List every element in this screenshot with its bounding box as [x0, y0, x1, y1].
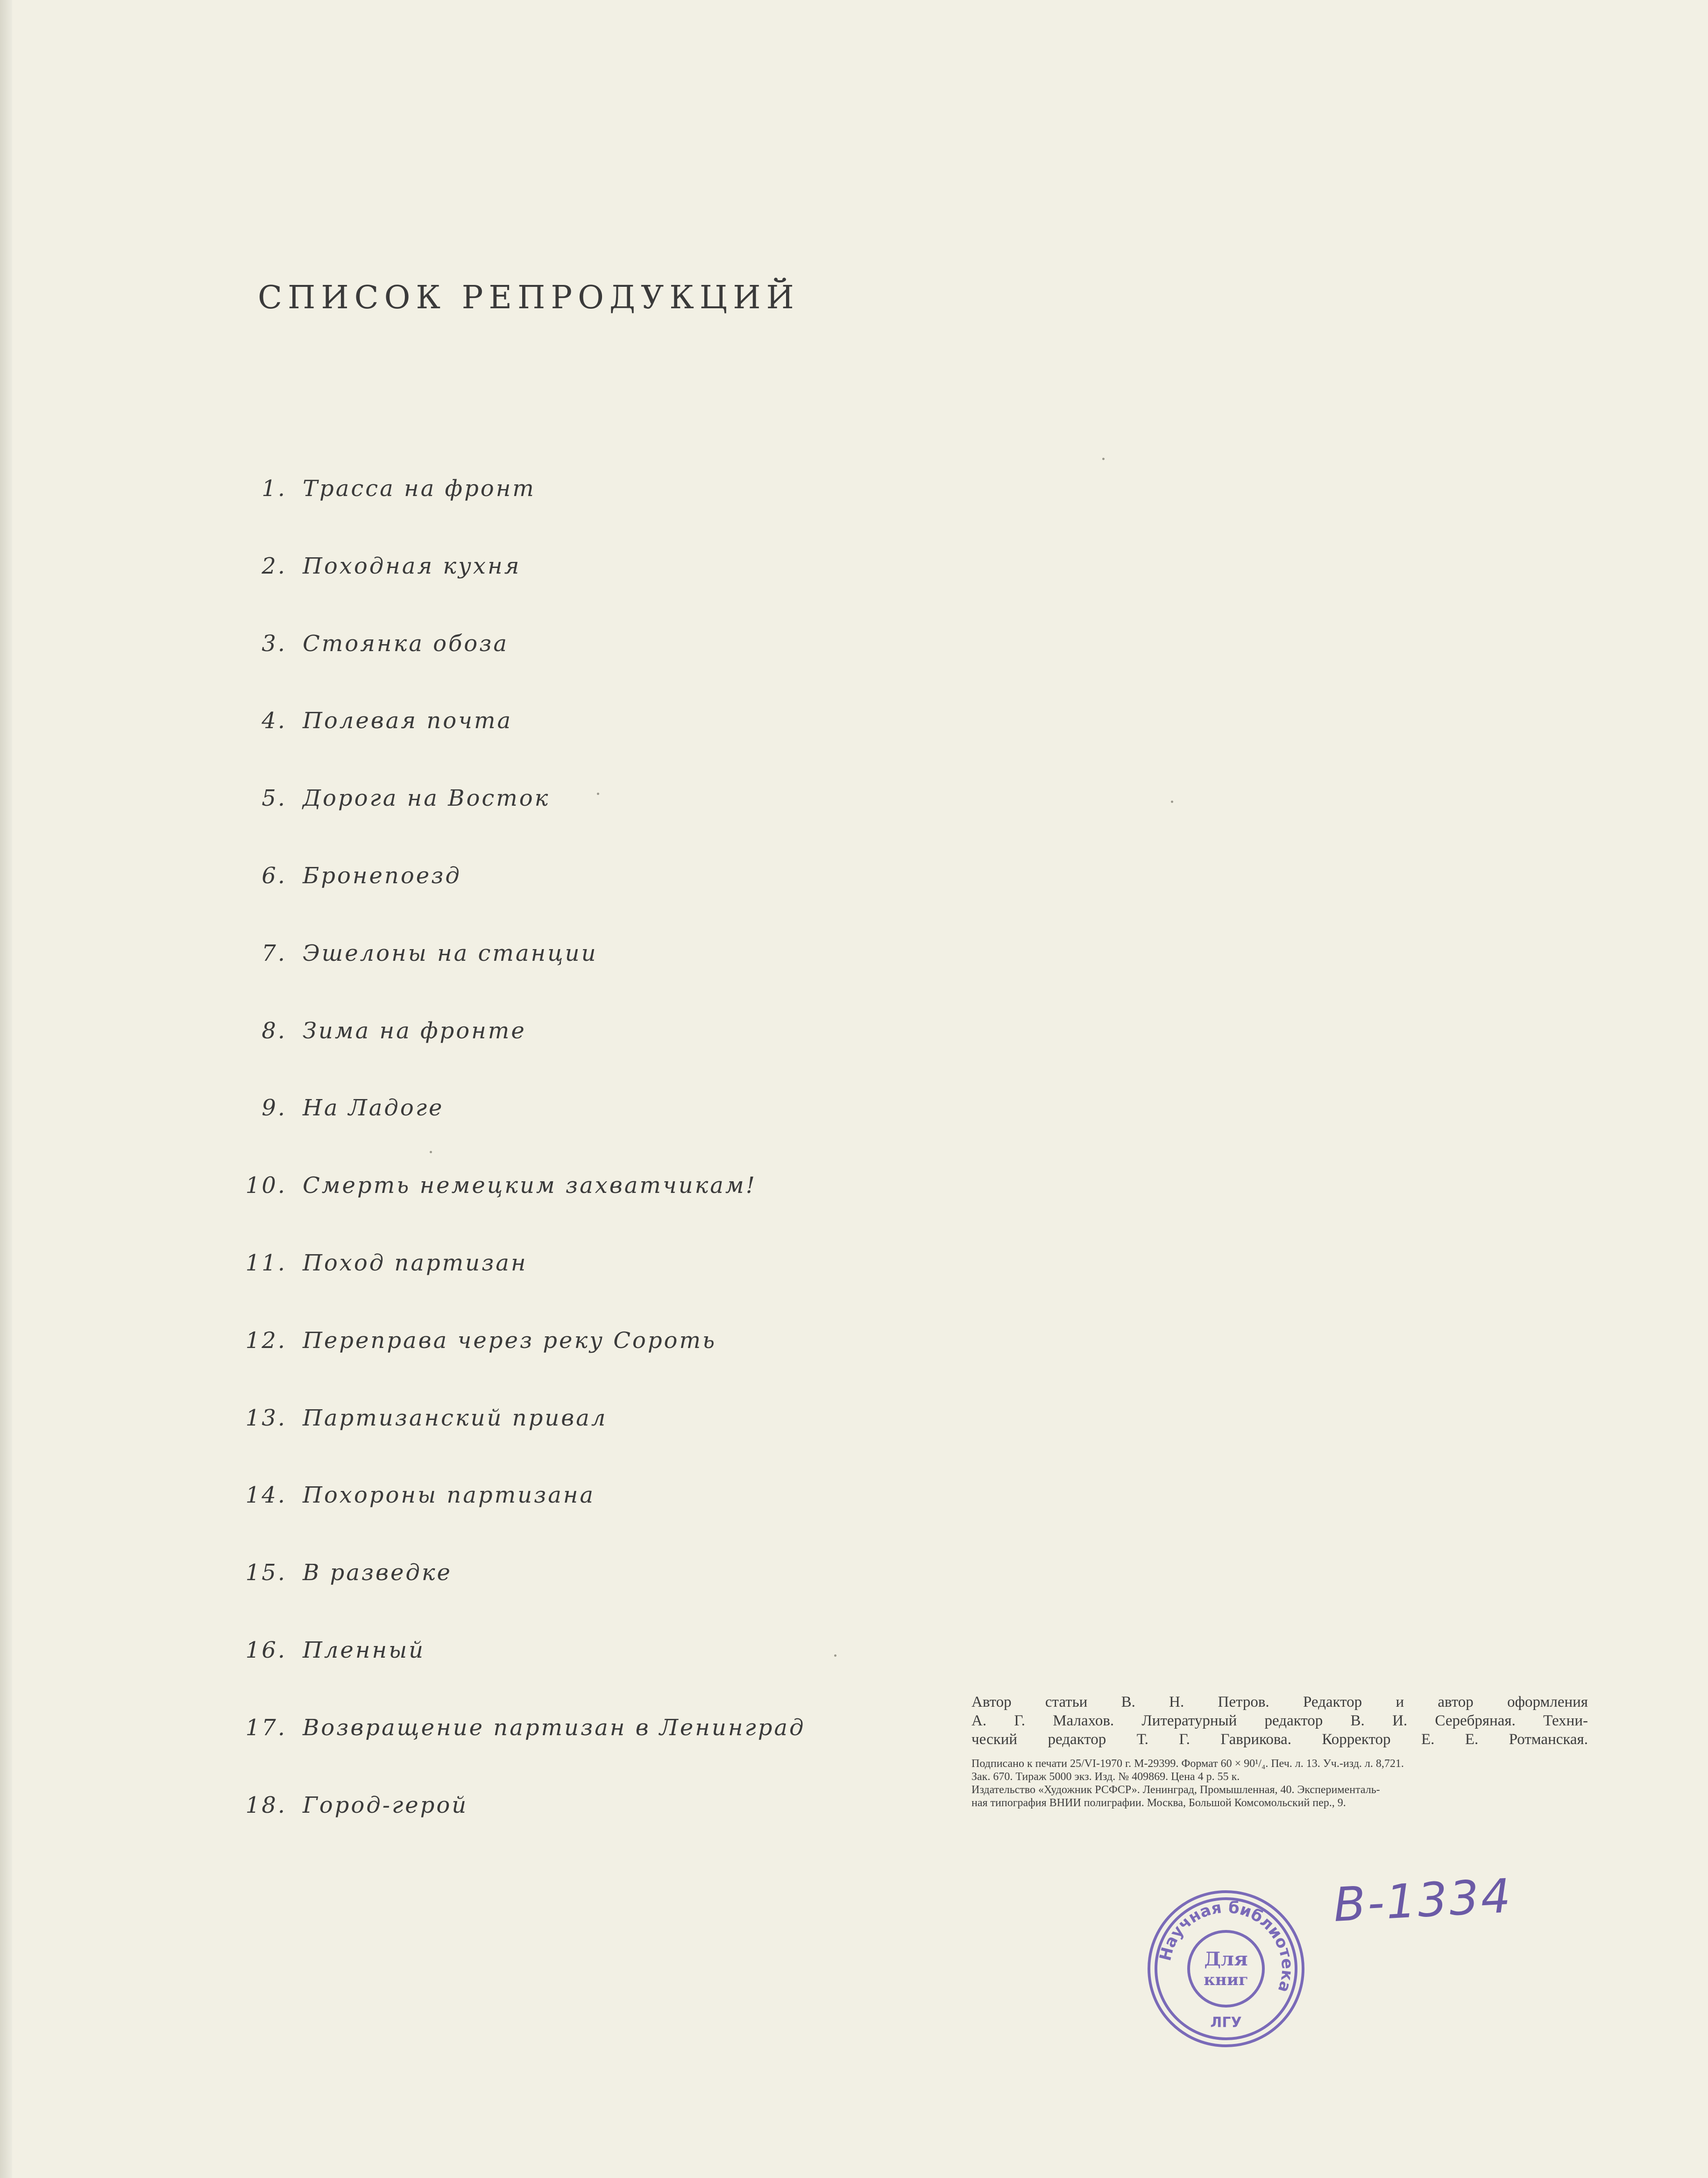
reproduction-number: 7. — [262, 940, 287, 966]
page-binding-edge — [0, 0, 12, 2178]
stamp-bottom-text: ЛГУ — [1210, 2015, 1242, 2031]
page-title: СПИСОК РЕПРОДУКЦИЙ — [258, 279, 800, 316]
reproduction-title: Партизанский привал — [303, 1405, 608, 1431]
reproduction-number: 14. — [245, 1482, 287, 1508]
reproduction-number: 12. — [245, 1327, 287, 1354]
reproduction-number: 13. — [245, 1405, 287, 1431]
imprint-credits-line: Автор статьи В. Н. Петров. Редактор и автор оформления — [971, 1694, 1588, 1710]
paper-speck — [430, 1151, 432, 1153]
imprint-credits-line: А. Г. Малахов. Литературный редактор В. И. Серебряная. Техни- — [971, 1712, 1588, 1729]
imprint-details-line: ная типография ВНИИ полиграфии. Москва, Большой Комсомольский пер., 9. — [971, 1797, 1346, 1809]
reproduction-title: Город-герой — [303, 1792, 468, 1818]
reproduction-number: 9. — [262, 1095, 287, 1121]
imprint-details-line: Подписано к печати 25/VI-1970 г. М-29399. Формат 60 × 90¹/₄. Печ. л. 13. Уч.-изд. л. 8,721. — [971, 1758, 1404, 1770]
reproduction-number: 15. — [245, 1560, 287, 1586]
reproduction-title: Трасса на фронт — [303, 475, 536, 502]
reproduction-title: Полевая почта — [303, 708, 513, 734]
imprint-details-line: Зак. 670. Тираж 5000 экз. Изд. № 409869. Цена 4 р. 55 к. — [971, 1771, 1240, 1783]
reproduction-title: Поход партизан — [303, 1250, 528, 1276]
imprint-credits-line: ческий редактор Т. Г. Гаврикова. Корректор Е. Е. Ротманская. — [971, 1731, 1588, 1748]
paper-speck — [834, 1654, 836, 1657]
reproduction-title: Переправа через реку Сороть — [303, 1327, 717, 1354]
reproduction-number: 6. — [262, 863, 287, 889]
reproduction-title: Зима на фронте — [303, 1018, 526, 1044]
reproduction-number: 4. — [262, 708, 287, 734]
reproduction-number: 11. — [245, 1250, 287, 1276]
stamp-ring-textpath: Научная библиотека — [1156, 1898, 1297, 1995]
stamp-center-line1: Для — [1204, 1948, 1248, 1970]
reproduction-title: Пленный — [303, 1637, 425, 1663]
reproduction-title: Стоянка обоза — [303, 631, 509, 657]
reproduction-number: 5. — [262, 785, 287, 811]
reproduction-number: 2. — [262, 553, 287, 579]
reproduction-title: Смерть немецким захватчикам! — [303, 1172, 757, 1199]
reproduction-number: 1. — [262, 475, 287, 502]
imprint-block — [971, 1693, 1588, 1809]
stamp-center-line2: книг — [1204, 1971, 1248, 1989]
imprint-details-line: Издательство «Художник РСФСР». Ленинград, Промышленная, 40. Эксперименталь- — [971, 1784, 1380, 1796]
library-stamp — [1144, 1887, 1308, 2050]
paper-speck — [1171, 801, 1173, 803]
reproduction-number: 10. — [245, 1172, 287, 1199]
reproduction-title: Возвращение партизан в Ленинград — [303, 1715, 806, 1741]
imprint-credits — [971, 1693, 1588, 1749]
imprint-details — [971, 1757, 1588, 1809]
reproduction-number: 8. — [262, 1018, 287, 1044]
reproduction-title: На Ладоге — [303, 1095, 444, 1121]
reproduction-title: Похороны партизана — [303, 1482, 595, 1508]
reproduction-number: 17. — [245, 1715, 287, 1741]
handwritten-inventory-number: В-1334 — [1332, 1868, 1514, 1932]
reproduction-number: 16. — [245, 1637, 287, 1663]
paper-speck — [1102, 458, 1105, 460]
reproduction-number: 18. — [245, 1792, 287, 1818]
reproduction-title: В разведке — [303, 1560, 452, 1586]
reproduction-title: Эшелоны на станции — [303, 940, 598, 966]
reproduction-title: Дорога на Восток — [303, 785, 550, 811]
paper-speck — [597, 793, 599, 795]
reproduction-title: Походная кухня — [303, 553, 521, 579]
reproduction-title: Бронепоезд — [303, 863, 461, 889]
reproduction-number: 3. — [262, 631, 287, 657]
